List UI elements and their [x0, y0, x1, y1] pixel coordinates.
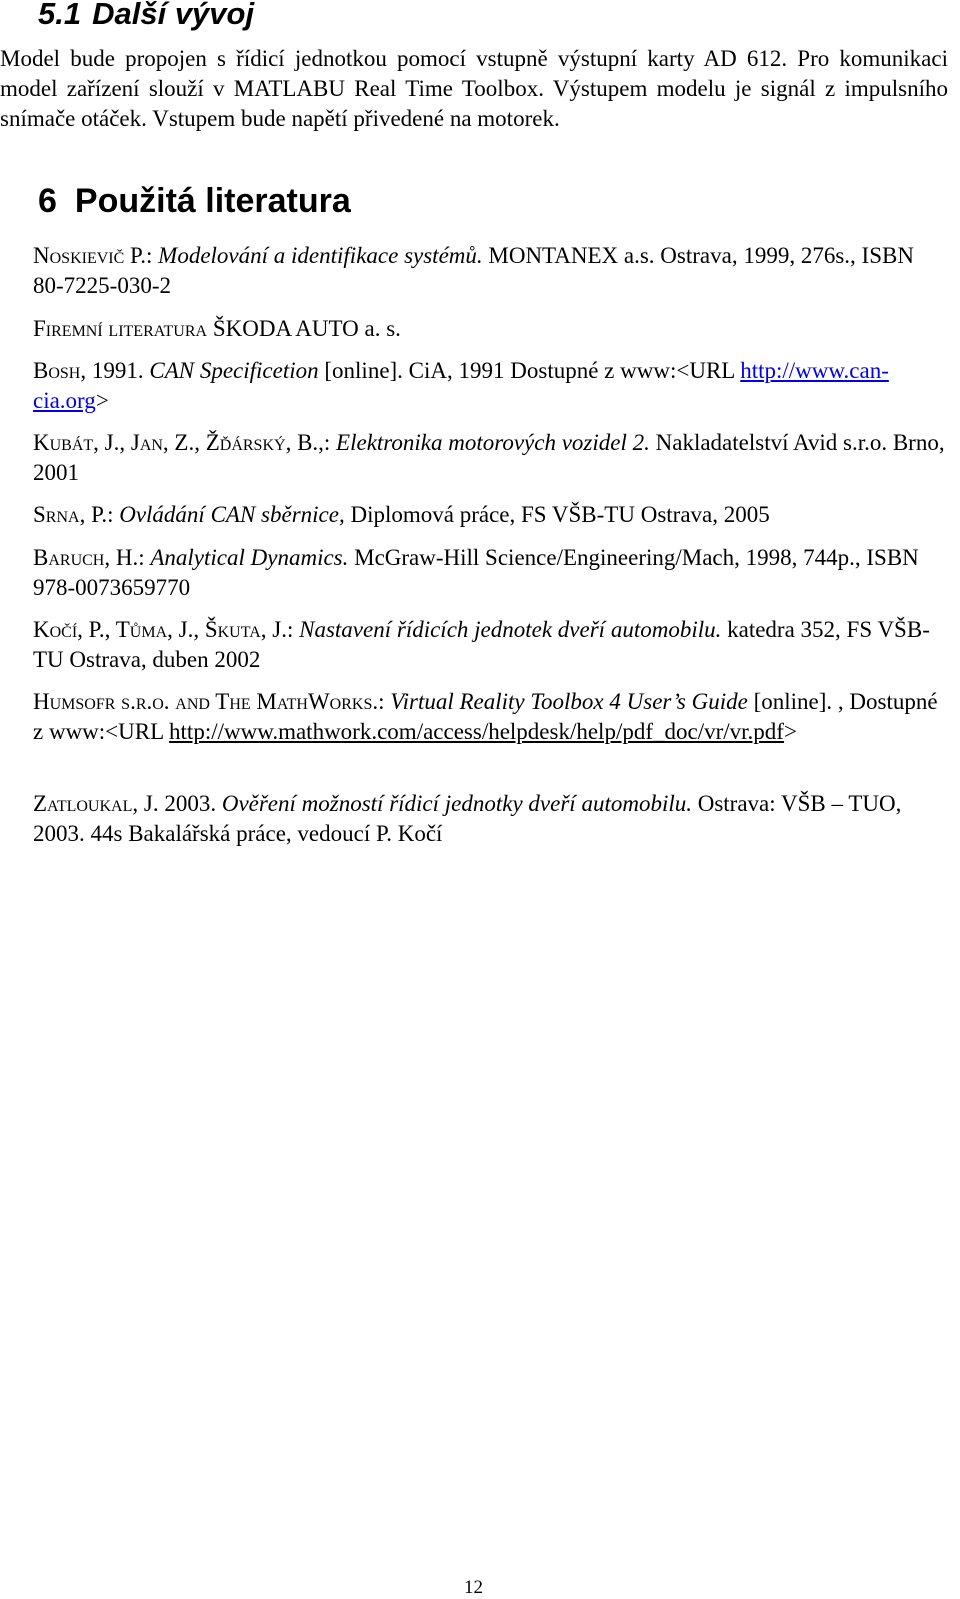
reference-item — [33, 314, 948, 344]
reference-details: katedra 352, FS VŠB-TU Ostrava, duben 2002 — [33, 617, 930, 672]
reference-details: McGraw-Hill Science/Engineering/Mach, 1998, 744p., ISBN 978-0073659770 — [33, 545, 919, 600]
reference-separator: : — [286, 617, 300, 642]
reference-item — [33, 789, 948, 849]
reference-item — [33, 241, 948, 301]
reference-title: CAN Specificetion — [149, 358, 319, 383]
reference-title: Nastavení řídicích jednotek dveří automobilu. — [299, 617, 722, 642]
reference-author: Zatloukal, J. — [33, 791, 159, 816]
reference-author: Noskievič P. — [33, 243, 147, 268]
reference-separator: : — [378, 689, 391, 714]
reference-author: Kočí, P., Tůma, J., Škuta, J. — [33, 617, 287, 642]
reference-title: Ovládání CAN sběrnice, — [119, 502, 345, 527]
reference-details: Nakladatelství Avid s.r.o. Brno, 2001 — [33, 430, 945, 485]
reference-author: Baruch, H. — [33, 545, 139, 570]
reference-year: , 1991. — [80, 358, 150, 383]
reference-details: [online]. , Dostupné z www:<URL — [33, 689, 938, 744]
chapter-number: 6 — [38, 182, 57, 220]
reference-item — [33, 687, 948, 747]
reference-author: Humsofr s.r.o. and The MathWorks. — [33, 689, 379, 714]
section-number: 5.1 — [38, 0, 82, 31]
reference-title: Virtual Reality Toolbox 4 User’s Guide — [390, 689, 748, 714]
reference-item — [33, 500, 948, 530]
reference-details: Diplomová práce, FS VŠB-TU Ostrava, 2005 — [344, 502, 770, 527]
reference-author: Kubát, J., Jan, Z., Žďárský, B. — [33, 430, 319, 455]
chapter-title: Použitá literatura — [74, 182, 351, 220]
reference-url-link[interactable]: http://www.can-cia.org — [33, 358, 889, 413]
section-heading — [38, 0, 254, 31]
reference-item — [33, 615, 948, 675]
body-paragraph: Model bude propojen s řídicí jednotkou pomocí vstupně výstupní karty AD 612. Pro komunikaci model zařízení slouží v MATLABU Real Time Toolbox. Výstupem modelu je signál z impulsního snímače otáček. Vstupem bude napětí přivedené na motorek. — [0, 46, 948, 131]
reference-author: Srna, P. — [33, 502, 108, 527]
reference-title: Elektronika motorových vozidel 2. — [336, 430, 650, 455]
reference-author: Firemní literatura — [33, 316, 208, 341]
page-number: 12 — [464, 1577, 483, 1598]
reference-separator: : — [146, 243, 159, 268]
reference-author: Bosh — [33, 358, 81, 383]
reference-separator: ,: — [318, 430, 337, 455]
reference-details: Ostrava: VŠB – TUO, 2003. 44s Bakalářská práce, vedoucí P. Kočí — [33, 791, 902, 846]
section-title: Další vývoj — [92, 0, 255, 31]
reference-item — [33, 428, 948, 488]
url-close-bracket: > — [783, 719, 797, 744]
reference-details: ŠKODA AUTO a. s. — [207, 316, 401, 341]
reference-url-link[interactable]: http://www.mathwork.com/access/helpdesk/help/pdf_doc/vr/vr.pdf — [169, 719, 784, 744]
reference-details: MONTANEX a.s. Ostrava, 1999, 276s., ISBN 80-7225-030-2 — [33, 243, 914, 298]
reference-title: Ověření možností řídicí jednotky dveří automobilu. — [221, 791, 692, 816]
reference-year: 2003. — [158, 791, 222, 816]
reference-separator: : — [138, 545, 151, 570]
url-close-bracket: > — [95, 388, 109, 413]
reference-details: [online]. CiA, 1991 Dostupné z www:<URL — [318, 358, 741, 383]
reference-title: Modelování a identifikace systémů. — [158, 243, 483, 268]
reference-title: Analytical Dynamics. — [150, 545, 349, 570]
reference-separator: : — [107, 502, 120, 527]
reference-item — [33, 356, 948, 416]
chapter-heading — [38, 181, 351, 221]
reference-item — [33, 543, 948, 603]
